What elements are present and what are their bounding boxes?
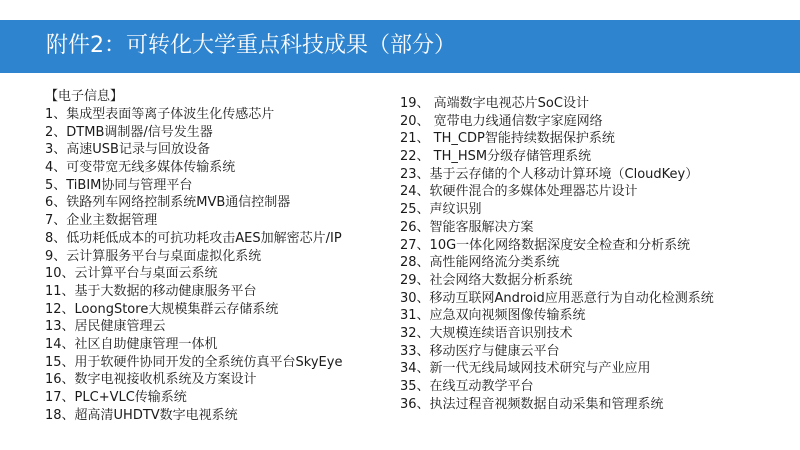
list-item: 6、铁路列车网络控制系统MVB通信控制器	[45, 195, 291, 211]
left-column	[45, 88, 342, 424]
list-item: 23、基于云存储的个人移动计算环境（CloudKey）	[400, 166, 699, 182]
list-item: 18、超高清UHDTV数字电视系统	[45, 407, 238, 423]
list-item: 8、低功耗低成本的可抗功耗攻击AES加解密芯片/IP	[45, 230, 342, 246]
list-item: 22、 TH_HSM分级存储管理系统	[400, 149, 592, 165]
list-item: 5、TiBIM协同与管理平台	[45, 177, 193, 193]
list-item: 31、应急双向视频图像传输系统	[400, 308, 586, 324]
title-bar	[0, 20, 800, 73]
list-item: 16、数字电视接收机系统及方案设计	[45, 372, 257, 388]
list-item: 3、高速USB记录与回放设备	[45, 142, 210, 158]
list-item: 10、云计算平台与桌面云系统	[45, 266, 218, 282]
list-item: 13、居民健康管理云	[45, 319, 166, 335]
list-item: 2、DTMB调制器/信号发生器	[45, 124, 213, 140]
list-item: 26、智能客服解决方案	[400, 219, 534, 235]
list-item: 29、社会网络大数据分析系统	[400, 272, 573, 288]
list-item: 20、 宽带电力线通信数字家庭网络	[400, 113, 603, 129]
list-item: 15、用于软硬件协同开发的全系统仿真平台SkyEye	[45, 354, 343, 370]
list-item: 25、声纹识别	[400, 202, 482, 218]
list-item: 4、可变带宽无线多媒体传输系统	[45, 160, 236, 176]
slide-title: 附件2：可转化大学重点科技成果（部分）	[46, 33, 456, 58]
list-item: 7、企业主数据管理	[45, 213, 158, 229]
list-item: 30、移动互联网Android应用恶意行为自动化检测系统	[400, 290, 714, 306]
list-item: 34、新一代无线局域网技术研究与产业应用	[400, 361, 651, 377]
list-item: 32、大规模连续语音识别技术	[400, 325, 573, 341]
list-item: 11、基于大数据的移动健康服务平台	[45, 283, 257, 299]
list-item: 28、高性能网络流分类系统	[400, 255, 560, 271]
list-item: 19、 高端数字电视芯片SoC设计	[400, 96, 589, 111]
list-item: 35、在线互动教学平台	[400, 379, 534, 394]
right-column	[400, 95, 714, 413]
list-item: 17、PLC+VLC传输系统	[45, 390, 187, 405]
list-item: 24、软硬件混合的多媒体处理器芯片设计	[400, 184, 638, 200]
list-item: 27、10G一体化网络数据深度安全检查和分析系统	[400, 237, 691, 253]
list-item: 21、 TH_CDP智能持续数据保护系统	[400, 131, 615, 147]
list-item: 36、执法过程音视频数据自动采集和管理系统	[400, 396, 664, 412]
list-item: 1、集成型表面等离子体波生化传感芯片	[45, 107, 275, 122]
list-item: 9、云计算服务平台与桌面虚拟化系统	[45, 248, 262, 264]
list-item: 14、社区自助健康管理一体机	[45, 336, 218, 352]
list-item: 12、LoongStore大规模集群云存储系统	[45, 301, 279, 317]
list-item: 33、移动医疗与健康云平台	[400, 343, 560, 359]
section-header: 【电子信息】	[45, 89, 124, 104]
